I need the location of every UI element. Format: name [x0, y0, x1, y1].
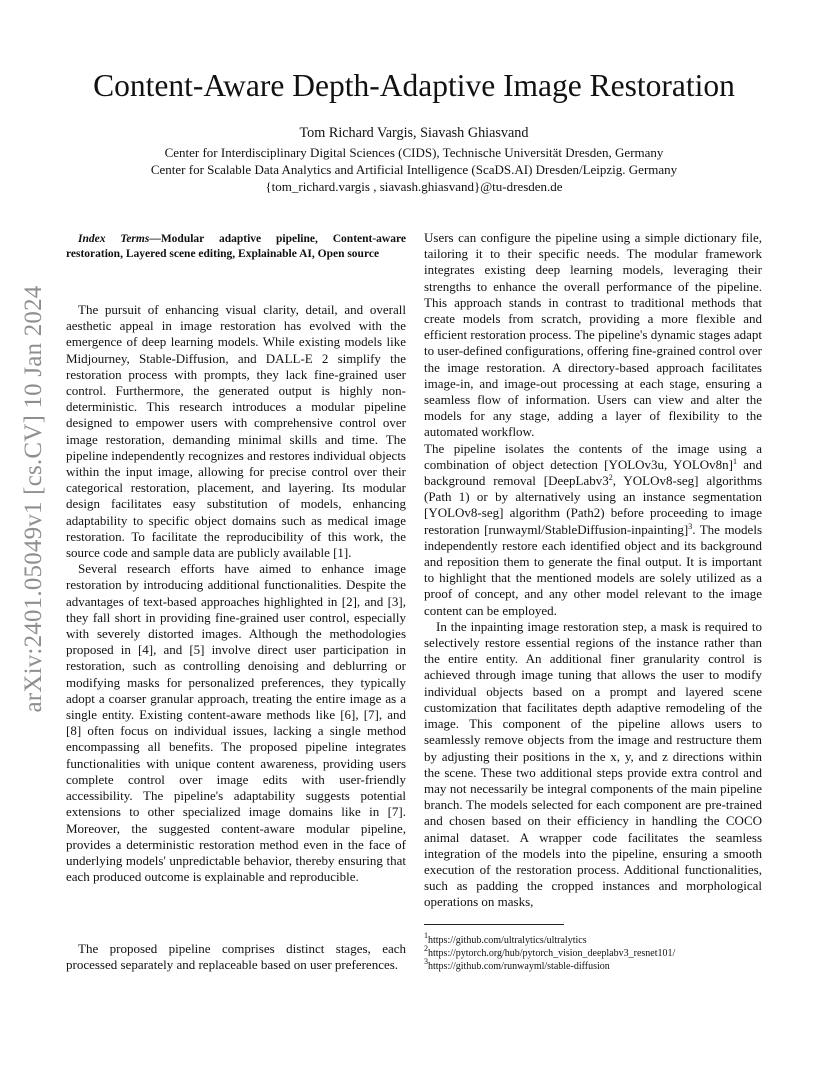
author-emails: {tom_richard.vargis , siavash.ghiasvand}@tu-dresden.de [265, 179, 563, 194]
affiliation-scads: Center for Scalable Data Analytics and Artificial Intelligence (ScaDS.AI) Dresden/Leipzig. Germany [150, 162, 678, 177]
arxiv-identifier [19, 262, 49, 736]
index-terms-label: Index Terms [78, 233, 150, 245]
configuration-paragraph: Users can configure the pipeline using a simple dictionary file, tailoring it to their specific needs. The modular framework integrates existing deep learning models, leveraging their strengths to enhance the overall performance of the pipeline. This approach stands in contrast to traditional methods that create models from scratch, providing a more flexible and efficient restoration process. The pipeline's dynamic stages adapt to user-defined configurations, offering fine-grained control over the image restoration. A directory-based approach facilitates image-in, and image-out processing at each stage, ensuring a seamless flow of information. Users can view and alter the models for any stage, adding a layer of flexibility to the automated workflow. [424, 230, 762, 440]
inpainting-paragraph: In the inpainting image restoration step, a mask is required to selectively restore essential regions of the instance rather than the entire entity. An additional finer granularity control is achieved through image tuning that allows the user to modify individual objects based on a prompt and layered scene customization that facilitates depth adaptive remodeling of the image. This component of the pipeline allows users to seamlessly remove objects from the image and restructure them by adjusting their positions in the x, y, and z directions within the scene. These two additional steps provide extra control and may not necessarily be integral components of the main pipeline branch. The models selected for each component are pre-trained and chosen based on their efficiency in handling the COCO animal dataset. A wrapper code facilitates the seamless integration of the models into the pipeline, ensuring a smooth execution of the restoration process. Additional functionalities, such as padding the cropped instances and morphological operations on masks, [424, 618, 762, 910]
left-column-tail [66, 941, 406, 973]
footnote-2: $^2$https://pytorch.org/hub/pytorch_vision_deeplabv3_resnet101/ [424, 944, 676, 959]
arxiv-identifier-text: arXiv:2401.05049v1 [cs.CV] 10 Jan 2024 [20, 285, 47, 713]
index-terms-block [66, 232, 406, 261]
footnote-2-link[interactable]: https://pytorch.org/hub/pytorch_vision_deeplabv3_resnet101/ [428, 948, 676, 959]
affiliation-cids: Center for Interdisciplinary Digital Sciences (CIDS), Technische Universität Dresden, Germany [164, 145, 664, 160]
footnote-3: $^3$https://github.com/runwayml/stable-diffusion [424, 957, 610, 972]
footnote-ref-2[interactable]: 2 [608, 473, 613, 483]
index-terms [66, 232, 406, 261]
footnote-1: $^1$https://github.com/ultralytics/ultralytics [424, 931, 587, 946]
paper-title: Content-Aware Depth-Adaptive Image Restoration [93, 68, 735, 103]
left-column-body [66, 302, 406, 885]
footnote-ref-3[interactable]: 3 [688, 521, 693, 531]
related-work-paragraph: Several research efforts have aimed to enhance image restoration by introducing additional functionalities. Despite the advantages of text-based approaches highlighted in [2], and [3], they fall short in providing fine-grained user control, especially with severely distorted images. Although the methodologies proposed in [4], and [5] involve direct user participation in restoration, such as controlling denoising and deblurring or modifying masks for personalized preferences, they typically adopt a coarser granular approach, treating the entire image as a single entity. Existing content-aware methods like [6], [7], and [8] often focus on individual issues, lacking a single method encompassing all benefits. The proposed pipeline integrates functionalities with unique content awareness, providing users complete control over image edits with user-friendly accessibility. The pipeline's adaptability suggests potential extensions to other specialized image domains like in [7]. Moreover, the suggested content-aware modular pipeline, provides a deterministic restoration method even in the face of underlying models' unpredictable behavior, thereby ensuring that each produced outcome is explainable and reproducible. [66, 561, 406, 885]
footnote-1-link[interactable]: https://github.com/ultralytics/ultralytics [428, 935, 587, 946]
isolation-paragraph: The pipeline isolates the contents of the image using a combination of object detection [YOLOv3u, YOLOv8n]$^1$ and background removal [$DeepLabv3^2$, YOLOv8-seg] algorithms (Path 1) or by alternatively using an instance segmentation [YOLOv8-seg] algorithm (Path2) before proceeding to image restoration [runwayml/StableDiffusion-inpainting]$^3$. The models independently restore each identified object and its background and reposition them to generate the final output. It is important to highlight that the mentioned models are solely utilized as a proof of concept, and any other model relevant to the image content can be employed. [424, 440, 762, 618]
right-column-body [424, 230, 762, 911]
intro-paragraph: The pursuit of enhancing visual clarity, detail, and overall aesthetic appeal in image restoration has evolved with the emergence of deep learning models. While existing models like Midjourney, Stable-Diffusion, and DALL-E 2 simplify the restoration process with prompts, they lack fine-grained user control. Furthermore, the generated output is highly non-deterministic. This research introduces a modular pipeline designed to empower users with comprehensive control over image restoration, demanding minimal skills and time. The pipeline independently recognizes and restores individual objects within the input image, allowing for precise control over their categorical restoration, placement, and layering. Its modular design facilitates easy substitution of models, enhancing adaptability to specific object domains such as medical image restoration. To facilitate the reproducibility of this work, the source code and sample data are publicly available [1]. [66, 302, 406, 561]
pipeline-stages-paragraph: The proposed pipeline comprises distinct stages, each processed separately and replaceable based on user preferences. [66, 941, 406, 973]
footnote-rule [424, 924, 564, 925]
author-list: Tom Richard Vargis, Siavash Ghiasvand [299, 125, 529, 141]
footnote-3-link[interactable]: https://github.com/runwayml/stable-diffusion [428, 961, 610, 972]
index-terms-text: —Modular adaptive pipeline, Content-aware restoration, Layered scene editing, Explainable AI, Open source [66, 233, 406, 260]
footnote-ref-1[interactable]: 1 [732, 456, 737, 466]
